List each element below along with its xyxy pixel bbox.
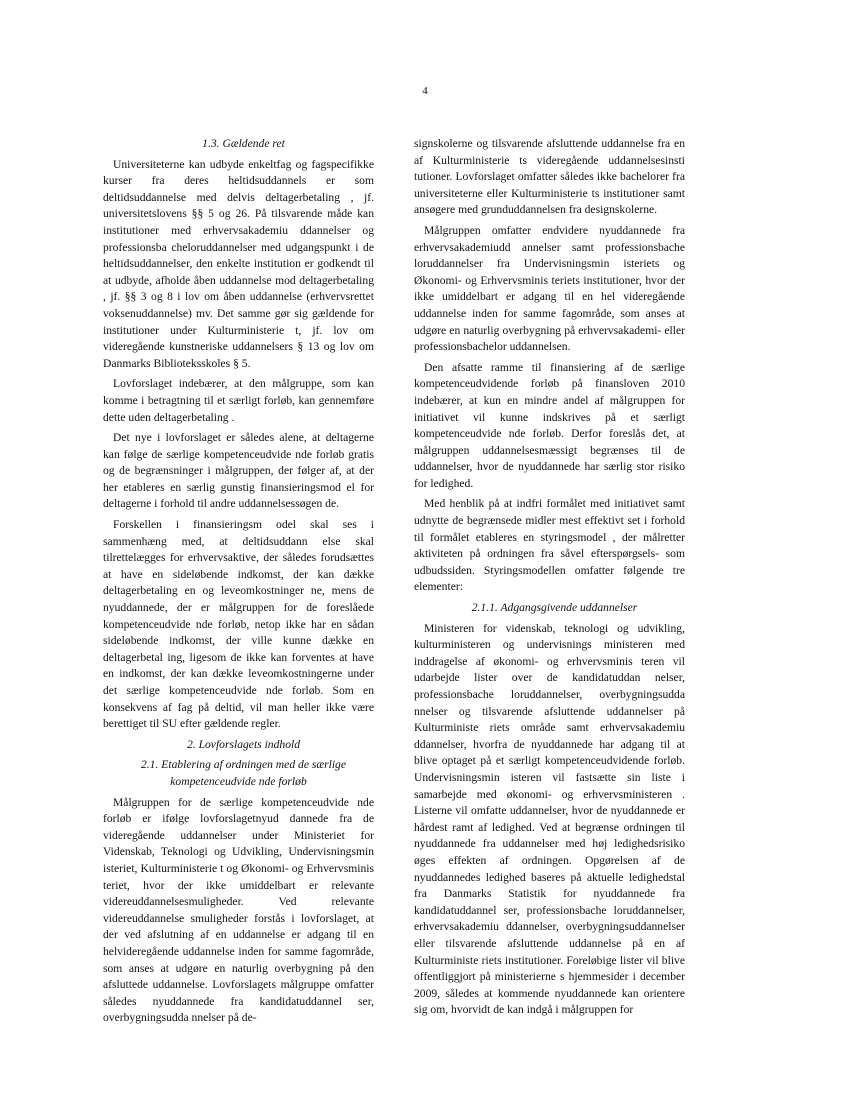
section-heading-2: 2. Lovforslagets indhold: [186, 737, 301, 751]
section-heading-2-1: 2.1. Etablering af ordningen med de særlige kompetenceudvide nde forløb: [140, 758, 347, 788]
section-heading-1-3: 1.3. Gældende ret: [202, 137, 285, 150]
paragraph-continuation: signskolerne og tilsvarende afsluttende uddannelse fra en af Kulturministerie ts videregående uddannelsesinsti tutioner. Lovforslaget omfatter således ikke bachelorer fra universiteterne eller Kulturministerie ts institutioner samt ansøgere med grunduddannelsen fra designskolerne.: [414, 137, 685, 217]
section-heading-2-1-1: 2.1.1. Adgangsgivende uddannelser: [471, 601, 638, 615]
paragraph: Lovforslaget indebærer, at den målgruppe, som kan komme i betragtning til et særligt forløb, kan gennemføre dette uden deltagerbetaling .: [103, 377, 374, 424]
paragraph: Målgruppen omfatter endvidere nyuddannede fra erhvervsakademiudd annelser samt professionsbache loruddannelser fra Undervisningsmin isteriets og Økonomi- og Erhvervsminis teriets institutioner, hvor der ikke umiddelbart er adgang til en hel videregående uddannelse inden for samme fagområde, som anses at udgøre en naturlig overbygning på erhvervsakademi- eller professionsbachelor uddannelsen.: [414, 223, 685, 354]
paragraph: Universiteterne kan udbyde enkeltfag og fagspecifikke kurser fra deres heltidsuddannels er som deltidsuddannelse med delvis deltagerbetaling , jf. universitetslovens §§ 5 og 26. På tilsvarende måde kan institutioner med erhvervsakademiu ddannelser og professionsba cheloruddannelser med udgangspunkt i de heltidsuddannelser, den enkelte institution er godkendt til at udbyde, afholde åben uddannelse mod deltagerbetaling , jf. §§ 3 og 8 i lov om åben uddannelse (erhvervsrettet voksenuddannelse) mv. Det samme gør sig gældende for institutioner under Kulturministerie t, jf. lov om videregående kunstneriske uddannelsers § 13 og lov om Danmarks Biblioteksskoles § 5.: [103, 157, 374, 370]
paragraph: Forskellen i finansieringsm odel skal ses i sammenhæng med, at deltidsuddann else skal tilrettelægges for erhvervsaktive, der således forudsættes at have en sideløbende indkomst, der kan dække deltagerbetaling en og leveomkostninger ne, mens de nyuddannede, der er målgruppen for de foreslåede kompetenceudvide nde forløb, netop ikke har en sådan sideløbende indkomst, der ville kunne dække en deltagerbetal ing, ligesom de ikke kan forventes at have en indkomst, der kan dække leveomkostningerne under det særlige kompetenceudvide nde forløb. Som en konsekvens af fag på deltid, vil man heller ikke være berettiget til SU efter gældende regler.: [103, 518, 374, 731]
left-column: [103, 136, 374, 1031]
paragraph: Med henblik på at indfri formålet med initiativet samt udnytte de begrænsede midler mest effektivt set i forhold til formålet etableres en styringsmodel , der målretter aktiviteten på ordningen fra såvel efterspørgsels- som udbudssiden. Styringsmodellen omfatter følgende tre elementer:: [414, 497, 685, 594]
paragraph: Målgruppen for de særlige kompetenceudvide nde forløb er ifølge lovforslagetnyud dannede fra de videregående uddannelser under Ministeriet for Videnskab, Teknologi og Udvikling, Undervisningsmin isteriet, Kulturministerie t og Økonomi- og Erhvervsminis teriet, hvor der ikke umiddelbart er relevante videreuddannelsesmuligheder. Ved relevante videreuddannelse smuligheder forstås i lovforslaget, at der ved afslutning af en uddannelse er adgang til en helvideregående uddannelse inden for samme fagområde, som anses at udgøre en naturlig overbygning på den afsluttede uddannelse. Lovforslagets målgruppe omfatter således nyuddannede fra kandidatuddannel ser, overbygningsudda nnelser på de-: [103, 795, 374, 1025]
paragraph: Det nye i lovforslaget er således alene, at deltagerne kan følge de særlige kompetenceudvide nde forløb gratis og de begrænsninger i målgruppen, der følger af, at der her etableres en særlig gunstig finansieringsmod el for deltagerne i forhold til andre uddannelsessøgen de.: [103, 431, 374, 511]
paragraph: Den afsatte ramme til finansiering af de særlige kompetenceudvidende forløb på finansloven 2010 indebærer, at kun en mindre andel af målgruppen for initiativet vil kunne indskrives på et særligt kompetenceudvide nde forløb. Derfor foreslås det, at målgruppen uddannelsesmæssigt begrænses til de uddannelser, hvor de nyuddannede har særlig stor risiko for ledighed.: [414, 360, 685, 490]
paragraph: Ministeren for videnskab, teknologi og udvikling, kulturministeren og undervisnings ministeren med inddragelse af økonomi- og erhvervsminis teren vil udarbejde lister over de kandidatuddan nelser, professionsbache loruddannelser, overbygningsudda nnelser og tilsvarende afsluttende uddannelser på Kulturministe riets område samt erhvervsakademiu ddannelser, hvorfra de nyuddannede har adgang til at blive optaget på et særligt kompetenceudvidende forløb. Undervisningsmin isteren vil fastsætte sin liste i samarbejde med økonomi- og erhvervsministeren . Listerne vil omfatte uddannelser, hvor de nyuddannede er hårdest ramt af ledighed. Ved at begrænse ordningen til nyuddannede fra uddannelser med høj ledighedsrisiko øges effekten af ordningen. Opgørelsen af de nyuddannedes ledighed baseres på aktuelle ledighedstal fra Danmarks Statistik for nyuddannede fra kandidatuddannel ser, professionsbache loruddannelser, erhvervsakademiu ddannelser, overbygningsuddannelser eller tilsvarende afsluttende uddannelse på en af Kulturministe riets institutioner. Foreløbige lister vil blive offentliggjort på ministerierne s hjemmesider i december 2009, således at kommende nyuddannede kan orientere sig om, hvorvidt de kan indgå i målgruppen for: [414, 621, 685, 1017]
right-column: [414, 136, 685, 1023]
page-number: 4: [422, 85, 428, 97]
